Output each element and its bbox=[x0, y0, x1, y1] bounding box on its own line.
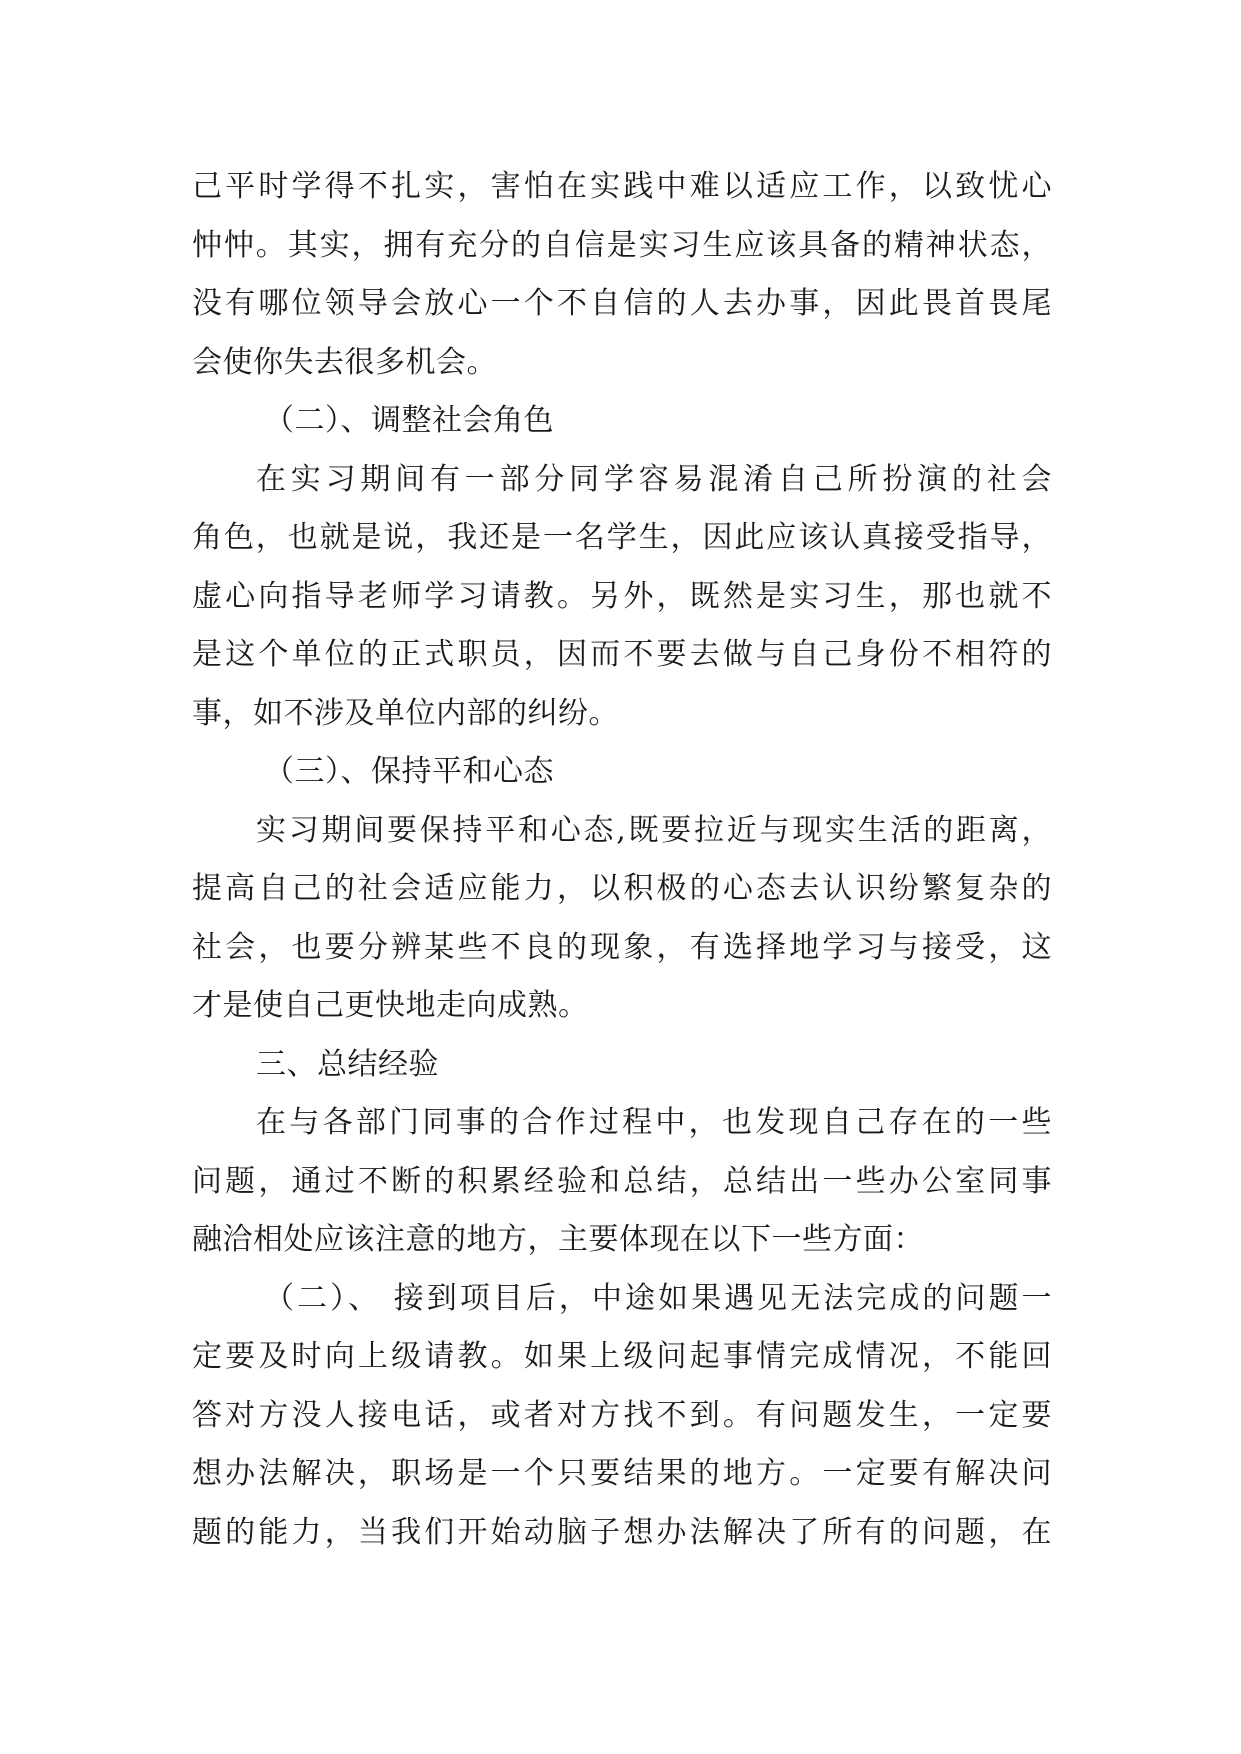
section-heading: （二）、调整社会角色 bbox=[264, 403, 554, 438]
paragraph-line: 问题，通过不断的积累经验和总结，总结出一些办公室同事 bbox=[192, 1163, 1052, 1199]
document-body bbox=[192, 158, 1052, 1562]
paragraph-line: 虚心向指导老师学习请教。另外，既然是实习生，那也就不 bbox=[192, 578, 1052, 614]
paragraph-line: 答对方没人接电话，或者对方找不到。有问题发生，一定要 bbox=[192, 1397, 1052, 1433]
paragraph-line: 在与各部门同事的合作过程中，也发现自己存在的一些 bbox=[256, 1105, 1052, 1140]
paragraph-line: 定要及时向上级请教。如果上级问起事情完成情况，不能回 bbox=[192, 1339, 1052, 1374]
paragraph-line: 在实习期间有一部分同学容易混淆自己所扮演的社会 bbox=[256, 461, 1052, 497]
paragraph-line: 是这个单位的正式职员，因而不要去做与自己身份不相符的 bbox=[192, 637, 1052, 672]
section-heading: （三）、保持平和心态 bbox=[264, 754, 554, 789]
paragraph-line: 己平时学得不扎实，害怕在实践中难以适应工作，以致忧心 bbox=[192, 169, 1052, 204]
paragraph-line: （二）、 接到项目后，中途如果遇见无法完成的问题一 bbox=[264, 1280, 1052, 1316]
paragraph-line: 提高自己的社会适应能力，以积极的心态去认识纷繁复杂的 bbox=[192, 871, 1052, 906]
paragraph-line: 忡忡。其实，拥有充分的自信是实习生应该具备的精神状态， bbox=[192, 227, 1052, 263]
paragraph-line: 会使你失去很多机会。 bbox=[192, 344, 497, 380]
paragraph-line: 题的能力，当我们开始动脑子想办法解决了所有的问题，在 bbox=[192, 1514, 1052, 1550]
paragraph-line: 角色，也就是说，我还是一名学生，因此应该认真接受指导， bbox=[192, 520, 1052, 555]
paragraph-line: 事，如不涉及单位内部的纠纷。 bbox=[192, 695, 619, 731]
paragraph-line: 想办法解决，职场是一个只要结果的地方。一定要有解决问 bbox=[192, 1456, 1052, 1491]
section-heading: 三、总结经验 bbox=[256, 1046, 439, 1082]
paragraph-line: 融洽相处应该注意的地方，主要体现在以下一些方面： bbox=[192, 1222, 924, 1257]
paragraph-line: 社会，也要分辨某些不良的现象，有选择地学习与接受，这 bbox=[192, 929, 1052, 965]
paragraph-line: 才是使自己更快地走向成熟。 bbox=[192, 988, 589, 1023]
paragraph-line: 实习期间要保持平和心态,既要拉近与现实生活的距离， bbox=[256, 812, 1052, 848]
paragraph-line: 没有哪位领导会放心一个不自信的人去办事，因此畏首畏尾 bbox=[192, 286, 1052, 321]
